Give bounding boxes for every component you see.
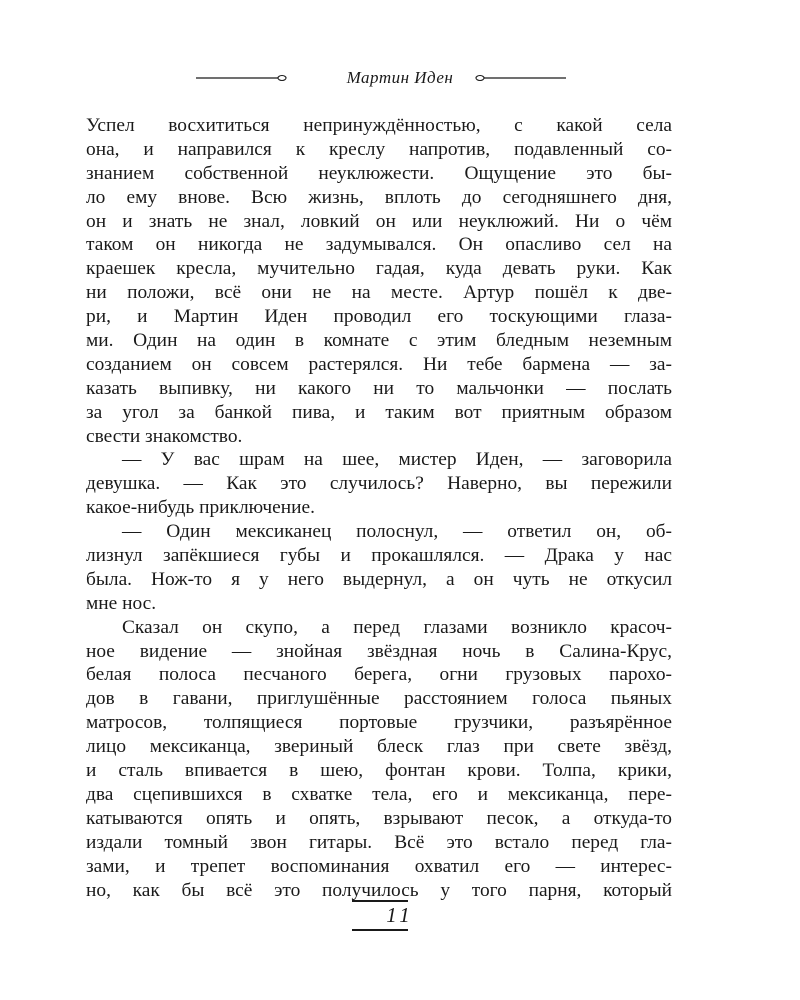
text-line: таком он никогда не задумывался. Он опасливо сел на (86, 234, 672, 256)
page-number-rule-top (352, 900, 408, 902)
text-line: она, и направился к креслу напротив, подавленный со- (86, 138, 672, 160)
text-line: какое-нибудь приключение. (86, 497, 315, 519)
text-line: матросов, толпящиеся портовые грузчики, разъярённое (86, 712, 672, 734)
text-line: издали томный звон гитары. Всё это встало перед гла- (86, 831, 672, 853)
text-line: катываются опять и опять, взрывают песок, а откуда-то (86, 807, 672, 829)
text-line: зами, и трепет воспоминания охватил его — интерес- (86, 855, 672, 877)
body-text (86, 114, 672, 902)
text-line: казать выпивку, ни какого ни то мальчонки — послать (86, 377, 672, 399)
text-line: знанием собственной неуклюжести. Ощущение это бы- (86, 162, 672, 184)
text-line: он и знать не знал, ловкий он или неуклюжий. Ни о чём (86, 210, 672, 232)
text-line: ми. Один на один в комнате с этим бледным неземным (86, 330, 672, 352)
text-line: ри, и Мартин Иден проводил его тоскующими глаза- (86, 306, 672, 328)
text-line: за угол за банкой пива, и таким вот приятным образом (86, 401, 672, 423)
text-line: краешек кресла, мучительно гадая, куда девать руки. Как (86, 258, 672, 280)
text-line: Сказал он скупо, а перед глазами возникло красоч- (122, 616, 672, 638)
text-line: лизнул запёкшиеся губы и прокашлялся. — Драка у нас (86, 545, 672, 567)
text-line: белая полоса песчаного берега, огни грузовых парохо- (86, 664, 672, 686)
page-footer (0, 900, 800, 940)
text-line: но, как бы всё это получилось у того парня, который (86, 879, 672, 901)
text-line: созданием он совсем растерялся. Ни тебе бармена — за- (86, 353, 672, 375)
text-line: — У вас шрам на шее, мистер Иден, — заговорила (122, 449, 672, 471)
text-line: была. Нож-то я у него выдернул, а он чуть не откусил (86, 568, 672, 590)
text-line: ни положи, всё они не на месте. Артур пошёл к две- (86, 282, 672, 304)
text-line: девушка. — Как это случилось? Наверно, вы пережили (86, 473, 672, 495)
text-line: ло ему внове. Всю жизнь, вплоть до сегодняшнего дня, (86, 186, 672, 208)
page-number-rule-bottom (352, 929, 408, 931)
running-title: Мартин Иден (346, 68, 454, 87)
text-line: — Один мексиканец полоснул, — ответил он, об- (122, 521, 672, 543)
text-line: лицо мексиканца, звериный блеск глаз при свете звёзд, (86, 736, 672, 758)
right-ornament-icon (474, 72, 570, 84)
running-header (0, 64, 800, 94)
text-line: дов в гавани, приглушённые расстоянием голоса пьяных (86, 688, 672, 710)
text-line: ное видение — знойная звёздная ночь в Салина-Крус, (86, 640, 672, 662)
text-line: и сталь впивается в шею, фонтан крови. Толпа, крики, (86, 760, 672, 782)
page-number: 11 (386, 903, 414, 927)
text-line: свести знакомство. (86, 425, 243, 447)
text-line: Успел восхититься непринуждённостью, с какой села (86, 115, 672, 136)
text-line: мне нос. (86, 592, 157, 614)
text-line: два сцепившихся в схватке тела, его и мексиканца, пере- (86, 783, 672, 805)
